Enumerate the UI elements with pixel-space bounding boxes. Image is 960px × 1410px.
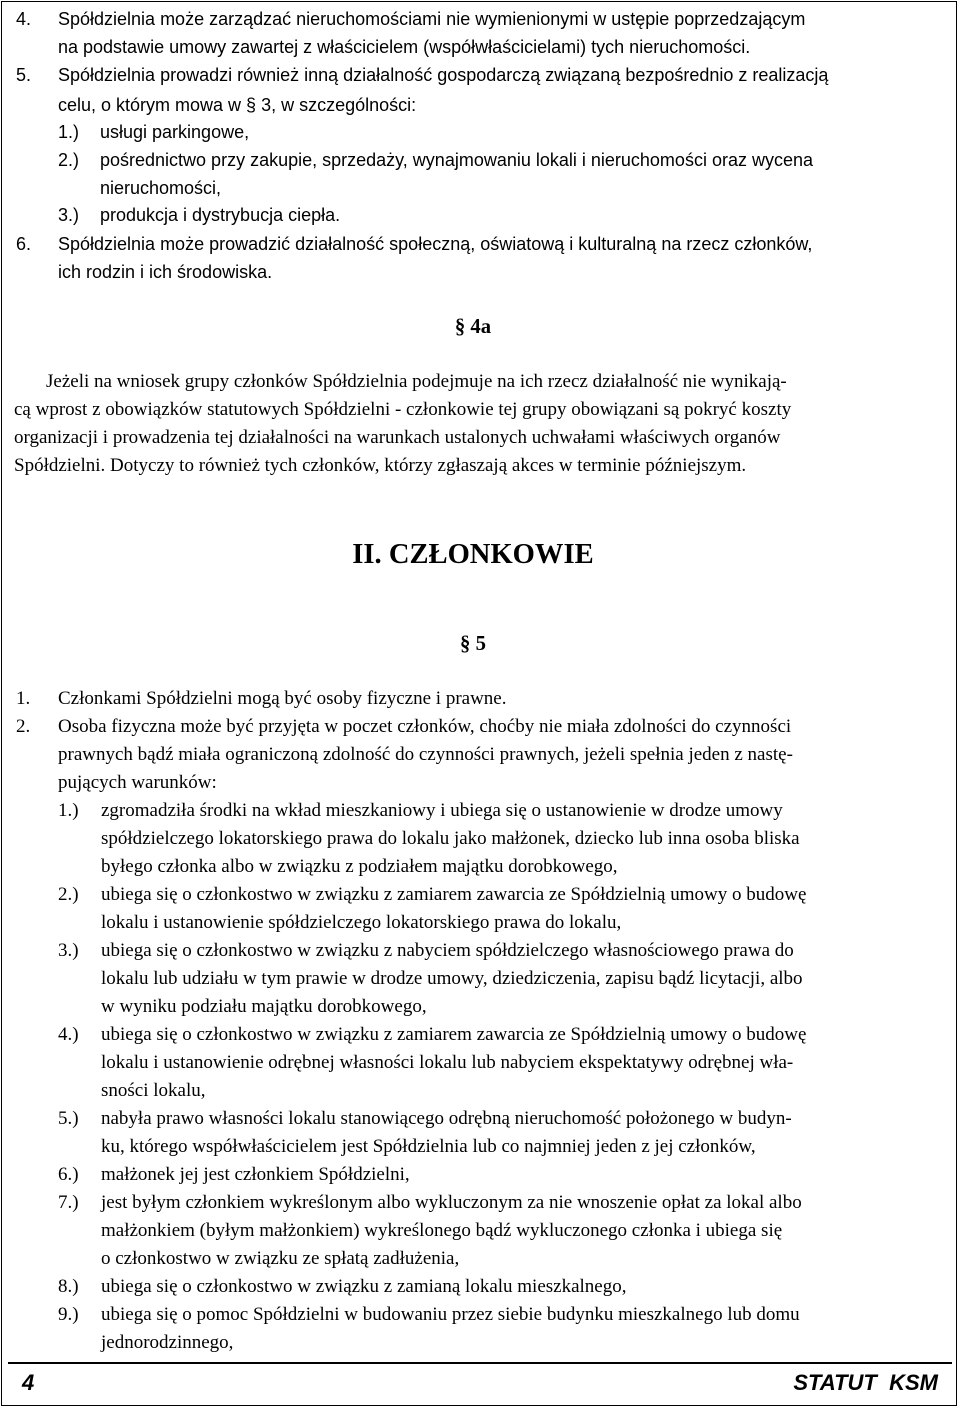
- item-4-text: Spółdzielnia może zarządzać nieruchomościami nie wymienionymi w ustępie poprzedzającym: [58, 9, 806, 29]
- page-footer: [8, 1362, 952, 1402]
- subitem-number: 1.): [58, 800, 79, 821]
- item-number: 1.: [16, 688, 31, 709]
- item-number: 5.: [16, 65, 32, 85]
- subitem-text: jednorodzinnego,: [101, 1332, 234, 1353]
- item-number: 6.: [16, 234, 32, 254]
- subitem-number: 3.): [58, 205, 80, 225]
- subitem-text: lokalu i ustanowienie spółdzielczego lokatorskiego prawa do lokalu,: [101, 912, 622, 933]
- item-6-text: Spółdzielnia może prowadzić działalność społeczną, oświatową i kulturalną na rzecz członków,: [58, 234, 813, 254]
- subitem-text: byłego członka albo w związku z podziałem majątku dorobkowego,: [101, 856, 618, 877]
- subitem-number: 1.): [58, 122, 80, 142]
- subitem-text: ubiega się o pomoc Spółdzielni w budowaniu przez siebie budynku mieszkalnego lub domu: [101, 1304, 800, 1325]
- item-number: 4.: [16, 9, 32, 29]
- subitem-text: nieruchomości,: [100, 178, 222, 198]
- subitem-text: ubiega się o członkostwo w związku z zamianą lokalu mieszkalnego,: [101, 1276, 627, 1297]
- subitem-text: w wyniku podziału majątku dorobkowego,: [101, 996, 427, 1017]
- item-text: prawnych bądź miała ograniczoną zdolność do czynności prawnych, jeżeli spełnia jeden z nastę-: [58, 744, 793, 765]
- subitem-text: ku, którego współwłaścicielem jest Spółdzielnia lub co najmniej jeden z jej członków,: [101, 1136, 756, 1157]
- item-number: 2.: [16, 716, 31, 737]
- subitem-text: lokalu lub udziału w tym prawie w drodze umowy, dziedziczenia, zapisu bądź licytacji, albo: [101, 968, 803, 989]
- subitem-number: 5.): [58, 1108, 79, 1129]
- subitem-text: jest byłym członkiem wykreślonym albo wykluczonym za nie wnoszenie opłat za lokal albo: [101, 1192, 802, 1213]
- subitem-text: ubiega się o członkostwo w związku z zamiarem zawarcia ze Spółdzielnią umowy o budowę: [101, 884, 807, 905]
- subitem-number: 6.): [58, 1164, 79, 1185]
- subitem-text: spółdzielczego lokatorskiego prawa do lokalu jako małżonek, dziecko lub inna osoba bliska: [101, 828, 800, 849]
- paragraph-5-title: § 5: [460, 631, 486, 655]
- page-number: 4: [22, 1370, 35, 1395]
- subitem-number: 2.): [58, 884, 79, 905]
- paragraph-4a-title: § 4a: [454, 314, 492, 338]
- subitem-number: 9.): [58, 1304, 79, 1325]
- subitem-text: ubiega się o członkostwo w związku z nabyciem spółdzielczego własnościowego prawa do: [101, 940, 794, 961]
- subitem-number: 2.): [58, 150, 80, 170]
- subitem-text: zgromadziła środki na wkład mieszkaniowy i ubiega się o ustanowienie w drodze umowy: [101, 800, 783, 821]
- subitem-text: o członkostwo w związku ze spłatą zadłużenia,: [101, 1248, 460, 1269]
- paragraph-4a-text: Jeżeli na wniosek grupy członków Spółdzielnia podejmuje na ich rzecz działalność nie wynikają-: [46, 371, 787, 392]
- subitem-text: produkcja i dystrybucja ciepła.: [100, 205, 341, 225]
- item-text: Członkami Spółdzielni mogą być osoby fizyczne i prawne.: [58, 688, 507, 709]
- subitem-text: nabyła prawo własności lokalu stanowiącego odrębną nieruchomość położonego w budyn-: [101, 1108, 792, 1129]
- subitem-text: ubiega się o członkostwo w związku z zamiarem zawarcia ze Spółdzielnią umowy o budowę: [101, 1024, 807, 1045]
- item-5-text: Spółdzielnia prowadzi również inną działalność gospodarczą związaną bezpośrednio z realizacją: [58, 65, 829, 85]
- paragraph-4a-text: cą wprost z obowiązków statutowych Spółdzielni - członkowie tej grupy obowiązani są pokryć koszty: [14, 399, 792, 420]
- paragraph-4a-text: organizacji i prowadzenia tej działalności na warunkach ustalonych uchwałami właściwych organów: [14, 427, 781, 448]
- subitem-number: 3.): [58, 940, 79, 961]
- publication-title: STATUT KSM: [793, 1370, 938, 1395]
- subitem-text: lokalu i ustanowienie odrębnej własności lokalu lub nabyciem ekspektatywy odrębnej wła-: [101, 1052, 794, 1073]
- subitem-text: małżonek jej jest członkiem Spółdzielni,: [101, 1164, 410, 1185]
- subitem-text: sności lokalu,: [101, 1080, 206, 1101]
- item-4-text: na podstawie umowy zawartej z właścicielem (współwłaścicielami) tych nieruchomości.: [58, 37, 751, 57]
- subitem-number: 7.): [58, 1192, 79, 1213]
- subitem-text: pośrednictwo przy zakupie, sprzedaży, wynajmowaniu lokali i nieruchomości oraz wycena: [100, 150, 813, 170]
- item-5-text: celu, o którym mowa w § 3, w szczególności:: [58, 95, 417, 115]
- subitem-number: 4.): [58, 1024, 79, 1045]
- paragraph-4a-text: Spółdzielni. Dotyczy to również tych członków, którzy zgłaszają akces w terminie późniejszym.: [14, 455, 747, 476]
- chapter-title: II. CZŁONKOWIE: [352, 538, 594, 570]
- item-text: pujących warunków:: [58, 772, 217, 793]
- item-6-text: ich rodzin i ich środowiska.: [58, 262, 273, 282]
- item-text: Osoba fizyczna może być przyjęta w poczet członków, choćby nie miała zdolności do czynności: [58, 716, 792, 737]
- subitem-text: małżonkiem (byłym małżonkiem) wykreślonego bądź wykluczonego członka i ubiega się: [101, 1220, 783, 1241]
- subitem-number: 8.): [58, 1276, 79, 1297]
- subitem-text: usługi parkingowe,: [100, 122, 250, 142]
